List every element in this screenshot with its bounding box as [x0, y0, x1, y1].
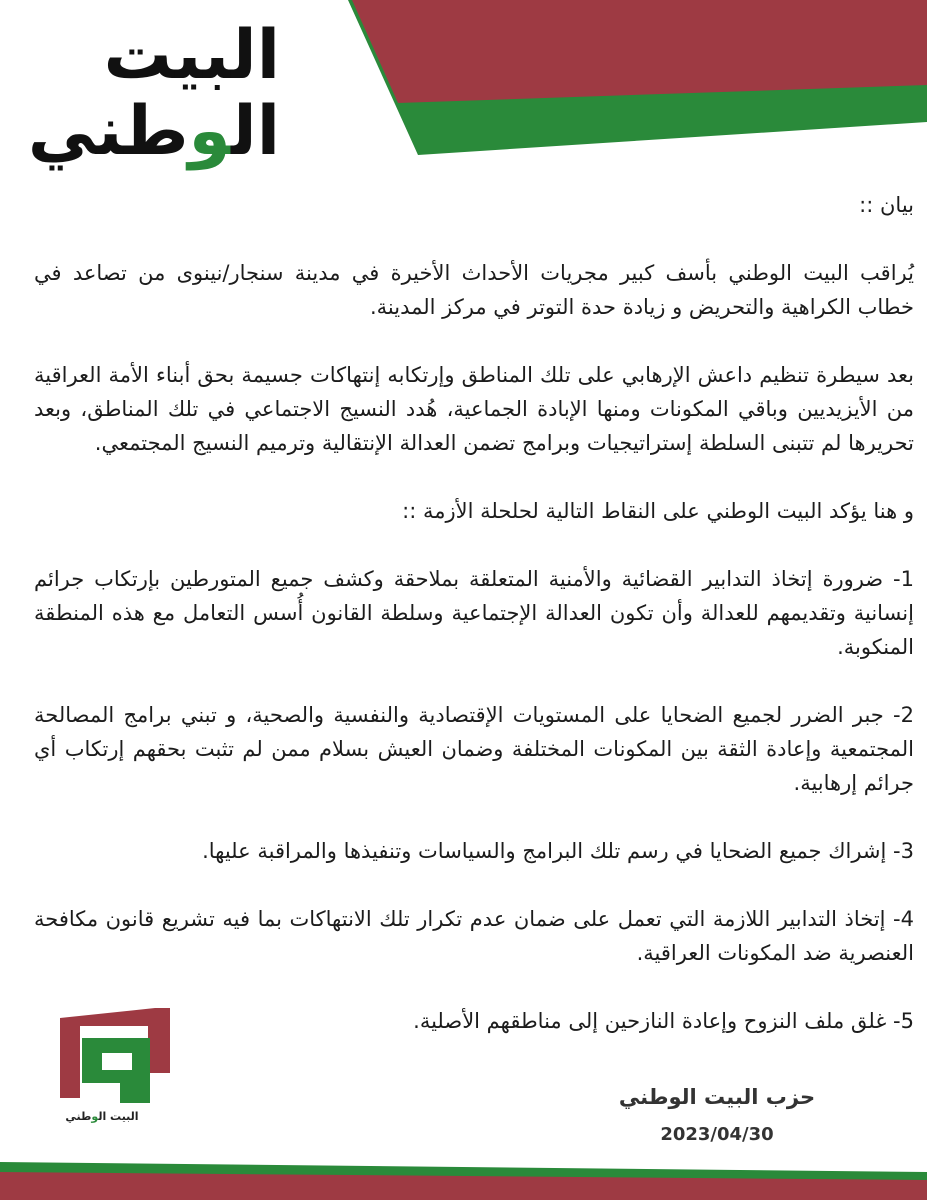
- statement-date: 2023/04/30: [660, 1124, 774, 1145]
- statement-point-2: 2- جبر الضرر لجميع الضحايا على المستويات الإقتصادية والنفسية والصحية، و تبني برامج المصالحة المجتمعية وإعادة الثقة بين المكونات المختلفة وضمان العيش بسلام ممن لم تثبت بحقهم إرتكاب أي جرائم إرهابية.: [34, 703, 914, 795]
- header-red-band: [352, 0, 927, 103]
- statement-point-4: 4- إتخاذ التدابير اللازمة التي تعمل على ضمان عدم تكرار تلك الانتهاكات بما فيه تشريع قانون مكافحة العنصرية ضد المكونات العراقية.: [34, 907, 914, 965]
- logo-green-letter: و: [188, 92, 232, 171]
- brand-logo: [27, 16, 280, 171]
- statement-point-5: 5- غلق ملف النزوح وإعادة النازحين إلى مناطقهم الأصلية.: [413, 1009, 914, 1033]
- statement-paragraph: و هنا يؤكد البيت الوطني على النقاط التالية لحلحلة الأزمة ::: [402, 499, 914, 523]
- logo-word-alwatani: الوطني: [27, 92, 280, 171]
- statement-point-3: 3- إشراك جميع الضحايا في رسم تلك البرامج والسياسات وتنفيذها والمراقبة عليها.: [202, 839, 914, 863]
- statement-title: بيان ::: [859, 193, 914, 217]
- emblem-caption: البيت الوطني: [65, 1110, 139, 1123]
- party-signature: حزب البيت الوطني: [618, 1085, 816, 1109]
- statement-body: [34, 188, 914, 1072]
- statement-paragraph: يُراقب البيت الوطني بأسف كبير مجريات الأحداث الأخيرة في مدينة سنجار/نينوى من تصاعد في خطاب الكراهية والتحريض و زيادة حدة التوتر في مركز المدينة.: [34, 261, 914, 319]
- emblem-green-shape: [82, 1038, 150, 1103]
- logo-word-albait: البيت: [103, 16, 280, 95]
- footer-banner: [0, 1150, 927, 1200]
- statement-point-1: 1- ضرورة إتخاذ التدابير القضائية والأمنية المتعلقة بملاحقة وكشف جميع المتورطين بإرتكاب جرائم إنسانية وتقديمهم للعدالة وأن تكون العدالة الإجتماعية وسلطة القانون أُسس التعامل مع هذه المنطقة المنكوبة.: [34, 567, 914, 659]
- statement-paragraph: بعد سيطرة تنظيم داعش الإرهابي على تلك المناطق وإرتكابه إنتهاكات جسيمة بحق أبناء الأمة العراقية من الأيزيديين وباقي المكونات ومنها الإبادة الجماعية، هُدد النسيج الاجتماعي في تلك المناطق، وبعد تحريرها لم تتبنى السلطة إستراتيجيات وبرامج تضمن العدالة الإنتقالية وترميم النسيج المجتمعي.: [34, 363, 914, 455]
